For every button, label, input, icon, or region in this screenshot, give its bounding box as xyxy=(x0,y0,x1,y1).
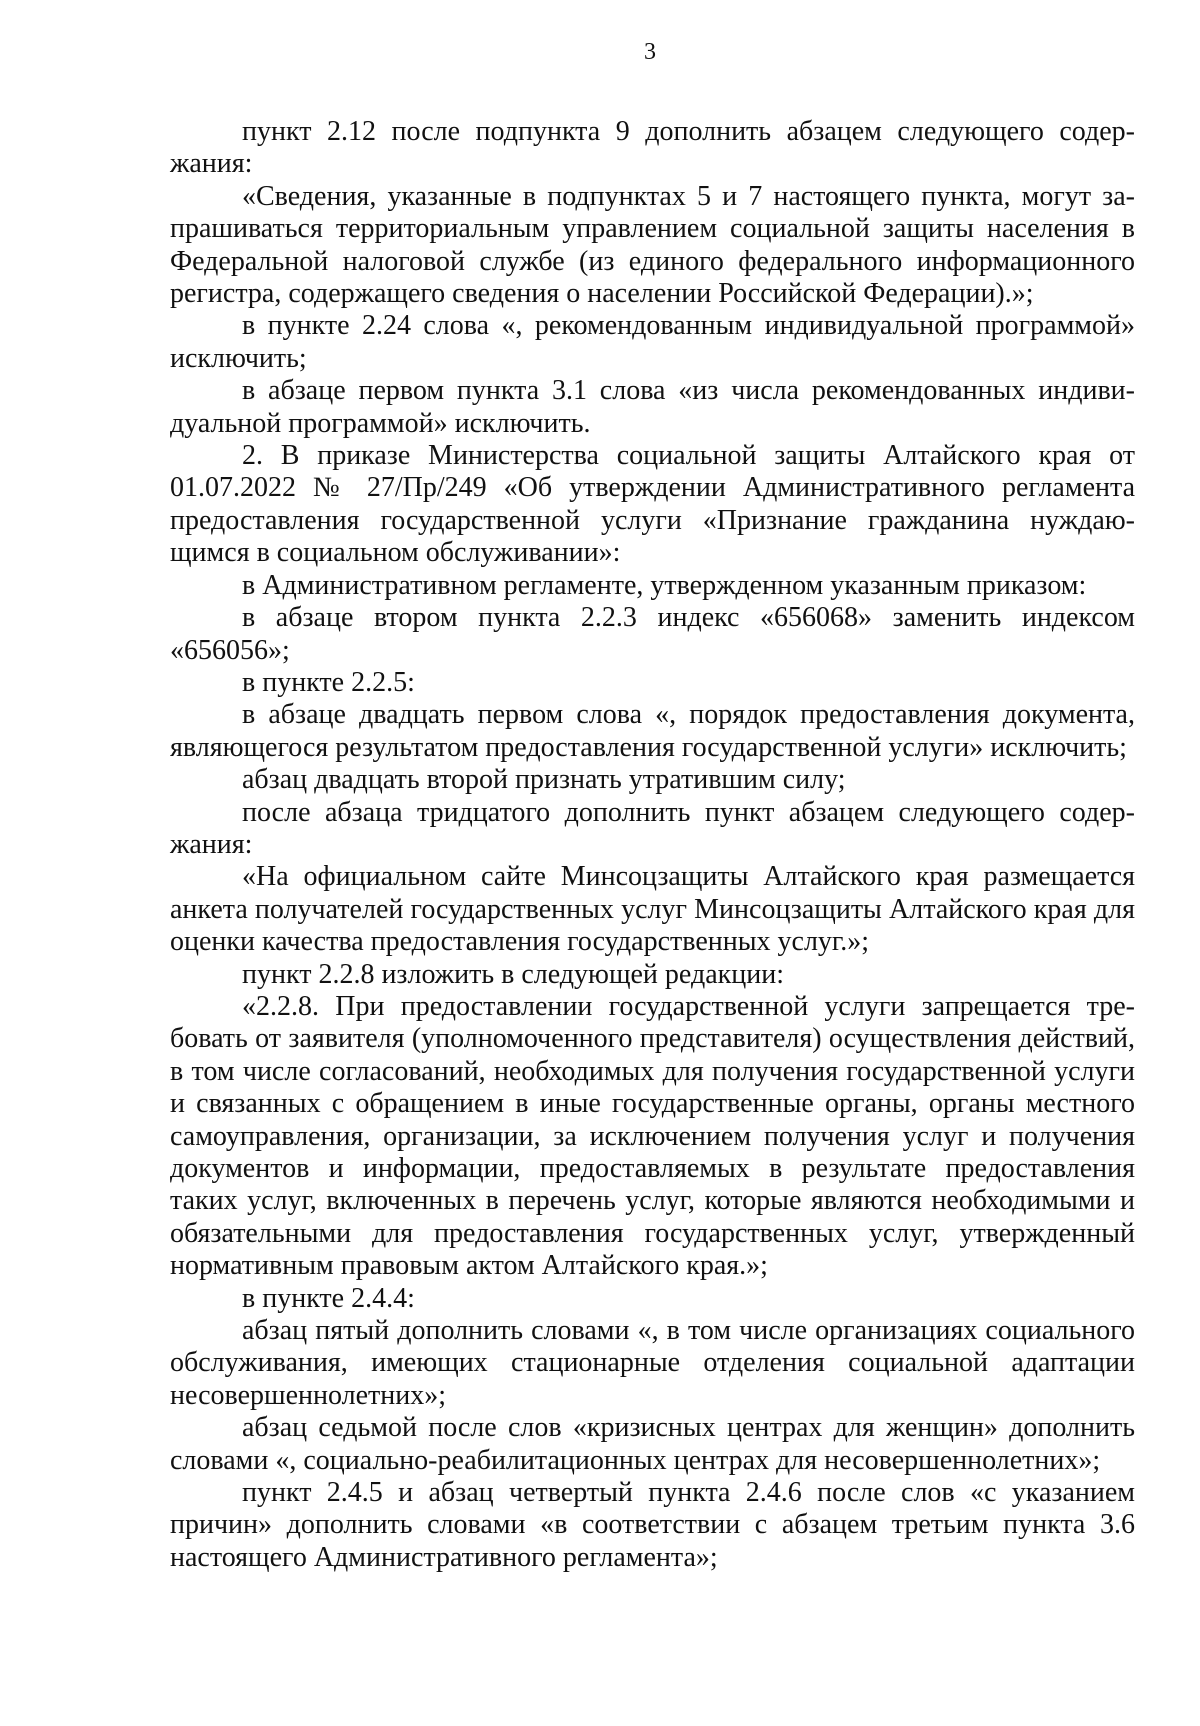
paragraph: пункт 2.4.5 и абзац четвертый пункта 2.4.6 после слов «с указанием причин» дополнить словами «в соответствии с абзацем третьим пункта 3.6 настоящего Административного регламента»; xyxy=(170,1477,1135,1573)
paragraph: в абзаце первом пункта 3.1 слова «из числа рекомендованных индивидуальной программой» исключить. xyxy=(170,375,1135,439)
paragraph: пункт 2.12 после подпункта 9 дополнить абзацем следующего содержания: xyxy=(170,116,1135,180)
paragraph: в Административном регламенте, утвержденном указанным приказом: xyxy=(242,569,1087,601)
paragraph: в пункте 2.4.4: xyxy=(242,1282,415,1314)
paragraph: в абзаце втором пункта 2.2.3 индекс «656068» заменить индексом «656056»; xyxy=(170,602,1135,666)
paragraph: в пункте 2.2.5: xyxy=(242,666,415,698)
paragraph: в абзаце двадцать первом слова «, порядок предоставления документа, являющегося результатом предоставления государственной услуги» исключить; xyxy=(170,699,1135,763)
paragraph: «2.2.8. При предоставлении государственной услуги запрещается требовать от заявителя (уполномоченного представителя) осуществления действий, в том числе согласований, необходимых для получения государственной услуги и связанных с обращением в иные государственные органы, органы местного самоуправления, организации, за исключением получения услуг и получения документов и информации, предоставляемых в результате предоставления таких услуг, включенных в перечень услуг, которые являются необходимыми и обязательными для предоставления государственных услуг, утвержденный нормативным правовым актом Алтайского края.»; xyxy=(170,990,1135,1282)
paragraph: абзац седьмой после слов «кризисных центрах для женщин» дополнить словами «, социально-реабилитационных центрах для несовершеннолетних»; xyxy=(170,1412,1135,1476)
paragraph: «На официальном сайте Минсоцзащиты Алтайского края размещается анкета получателей государственных услуг Минсоцзащиты Алтайского края для оценки качества предоставления государственных услуг.»; xyxy=(170,861,1135,958)
document-body xyxy=(170,116,1135,1574)
paragraph: 2. В приказе Министерства социальной защиты Алтайского края от 01.07.2022 № 27/Пр/249 «Об утверждении Административного регламента предоставления государственной услуги «Признание гражданина нуждающимся в социальном обслуживании»: xyxy=(170,440,1135,569)
paragraph: после абзаца тридцатого дополнить пункт абзацем следующего содержания: xyxy=(170,796,1135,860)
paragraph: в пункте 2.24 слова «, рекомендованным индивидуальной программой» исключить; xyxy=(170,310,1135,374)
paragraph: «Сведения, указанные в подпунктах 5 и 7 настоящего пункта, могут запрашиваться территориальным управлением социальной защиты населения в Федеральной налоговой службе (из единого федерального информационного регистра, содержащего сведения о населении Российской Федерации).»; xyxy=(170,180,1135,310)
page-number: 3 xyxy=(644,39,656,65)
paragraph: абзац двадцать второй признать утратившим силу; xyxy=(242,764,846,796)
paragraph: пункт 2.2.8 изложить в следующей редакции: xyxy=(242,958,784,990)
paragraph: абзац пятый дополнить словами «, в том числе организациях социального обслуживания, имеющих стационарные отделения социальной адаптации несовершеннолетних»; xyxy=(170,1315,1135,1411)
